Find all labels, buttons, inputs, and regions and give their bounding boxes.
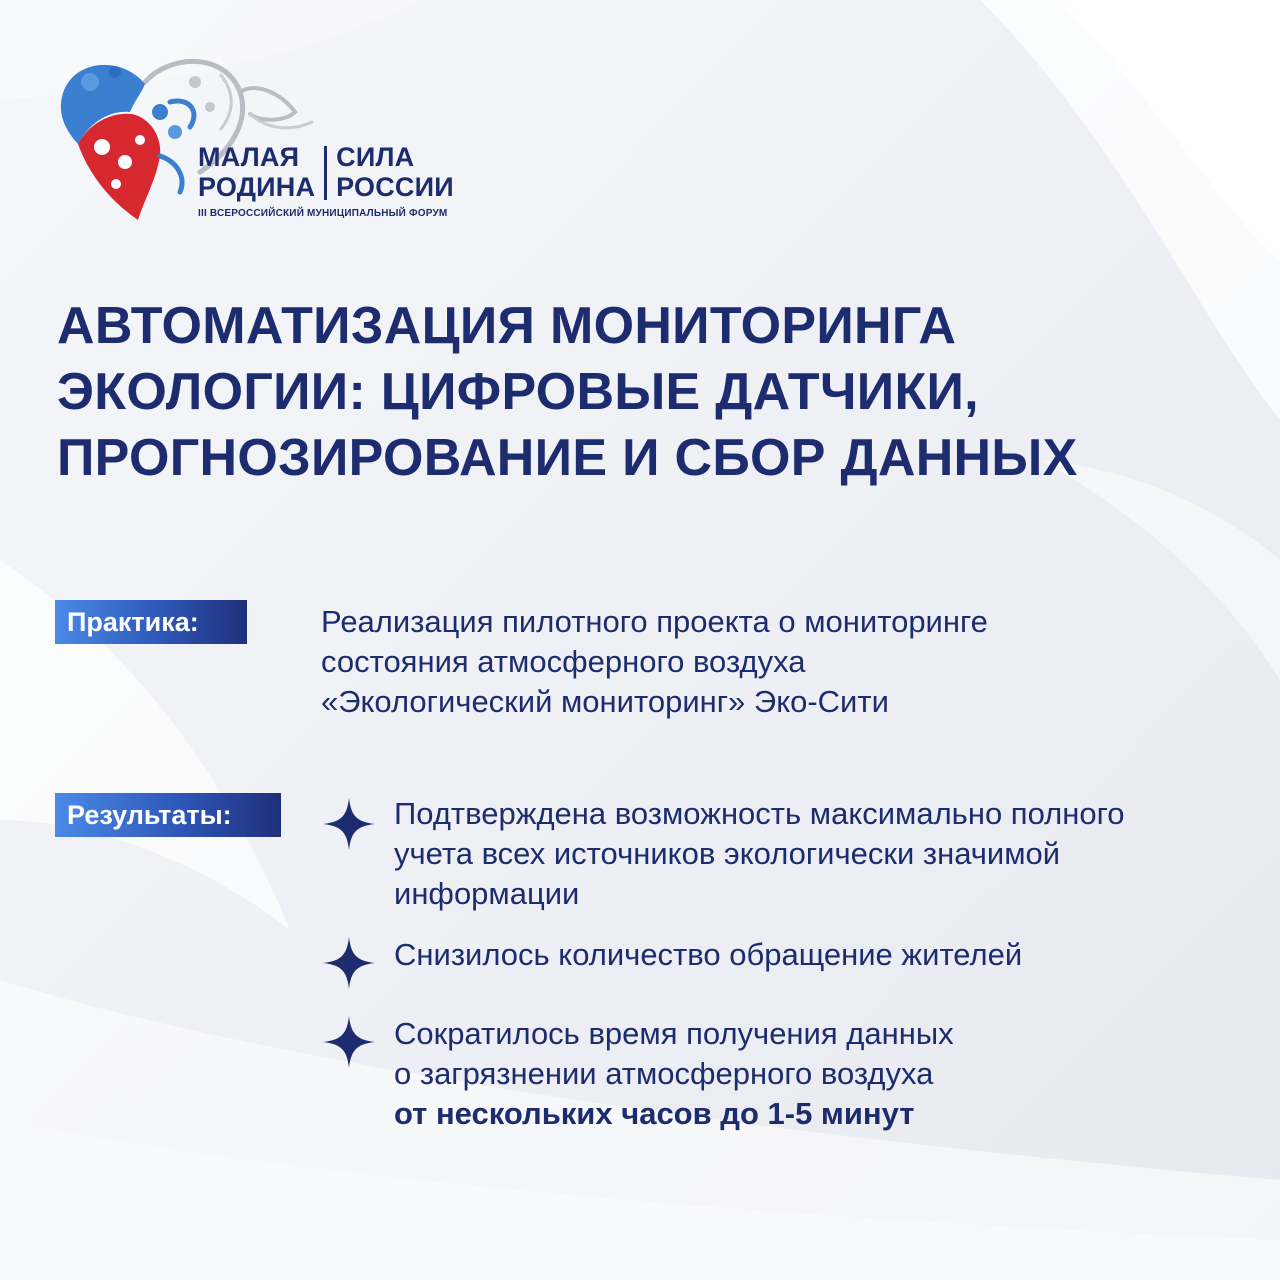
result-line: Сократилось время получения данных <box>394 1016 954 1051</box>
forum-logo <box>50 52 490 232</box>
practice-line: Реализация пилотного проекта о мониторинге <box>321 604 988 639</box>
result-line: информации <box>394 876 580 911</box>
result-line: Снизилось количество обращение жителей <box>394 937 1023 972</box>
result-text <box>394 794 1124 914</box>
result-line: учета всех источников экологически значимой <box>394 836 1061 871</box>
title-line: АВТОМАТИЗАЦИЯ МОНИТОРИНГА <box>57 297 957 355</box>
title-line: ПРОГНОЗИРОВАНИЕ И СБОР ДАННЫХ <box>57 429 1078 487</box>
logo-line2-right: РОССИИ <box>336 172 454 202</box>
practice-label: Практика: <box>55 600 247 644</box>
logo-line2-left: РОДИНА <box>198 172 316 202</box>
four-point-star-icon <box>321 1014 377 1070</box>
four-point-star-icon <box>321 935 377 991</box>
logo-wordmark <box>198 142 454 219</box>
logo-subtitle: III ВСЕРОССИЙСКИЙ МУНИЦИПАЛЬНЫЙ ФОРУМ <box>198 208 448 219</box>
page-title <box>57 293 1237 491</box>
result-line-bold: от нескольких часов до 1-5 минут <box>394 1096 915 1131</box>
results-label: Результаты: <box>55 793 281 837</box>
practice-description <box>321 602 988 722</box>
four-point-star-icon <box>321 796 377 852</box>
practice-line: «Экологический мониторинг» Эко-Сити <box>321 684 889 719</box>
logo-divider <box>324 146 327 200</box>
practice-line: состояния атмосферного воздуха <box>321 644 806 679</box>
result-text <box>394 935 1022 975</box>
result-text <box>394 1014 954 1134</box>
result-line: Подтверждена возможность максимально полного <box>394 796 1125 831</box>
logo-line1-right: СИЛА <box>336 142 415 172</box>
result-line: о загрязнении атмосферного воздуха <box>394 1056 934 1091</box>
logo-line1-left: МАЛАЯ <box>198 142 300 172</box>
title-line: ЭКОЛОГИИ: ЦИФРОВЫЕ ДАТЧИКИ, <box>57 363 979 421</box>
